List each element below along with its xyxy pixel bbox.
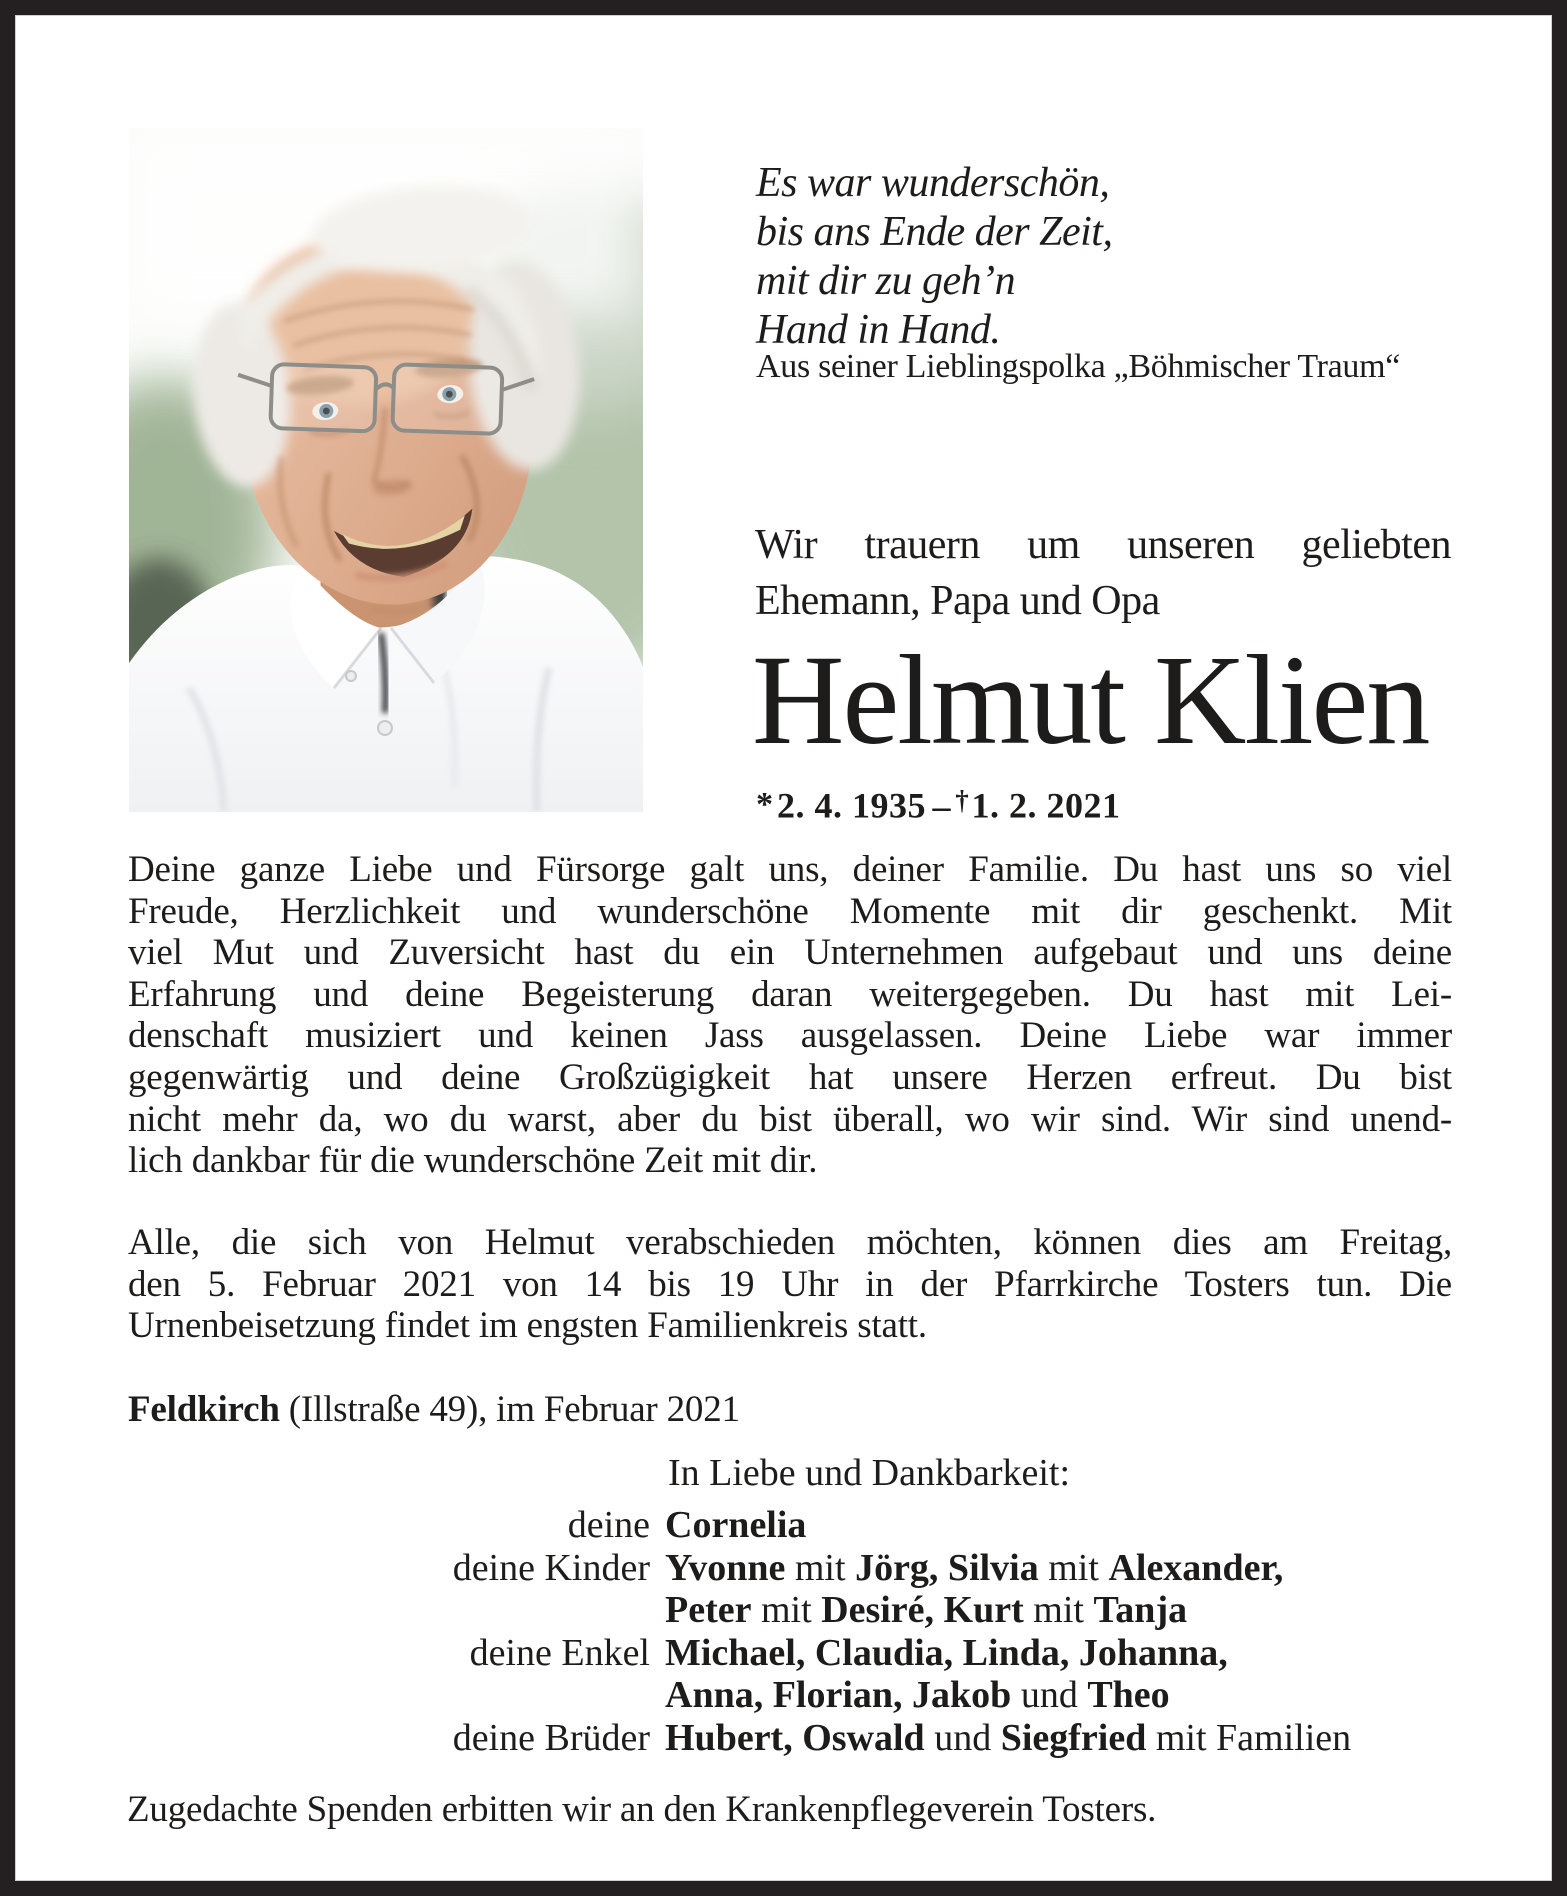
paragraph-line: nicht mehr da, wo du warst, aber du bist überall, wo wir sind. Wir sind unend- [128, 1098, 1452, 1140]
relation-names [665, 1632, 1452, 1675]
quote-line: Es war wunderschön, [756, 160, 1110, 206]
relation-label: deine Brüder [452, 1716, 650, 1759]
connector: und [1011, 1674, 1088, 1716]
connector: mit [1023, 1589, 1094, 1631]
donation-note: Zugedachte Spenden erbitten wir an den Krankenpflegeverein Tosters. [127, 1789, 1157, 1830]
signature-row [128, 1504, 1452, 1547]
family-name: Jörg, Silvia [855, 1546, 1039, 1589]
family-name: Theo [1087, 1674, 1170, 1716]
family-name: Alexander, [1108, 1546, 1284, 1589]
connector: mit [751, 1589, 822, 1631]
birth-date: 2. 4. 1935 [777, 785, 926, 826]
signature-row [128, 1589, 1452, 1632]
location-date-line [128, 1389, 740, 1431]
paragraph-line: lich dankbar für die wunderschöne Zeit mit dir. [128, 1140, 818, 1182]
memorial-quote [756, 159, 1456, 355]
relation-label: deine Enkel [469, 1631, 650, 1674]
signature-row [128, 1674, 1452, 1717]
signature-row [128, 1632, 1452, 1675]
quote-line: mit dir zu geh’n [756, 258, 1016, 304]
intro-line: Wir trauern um unseren geliebten [755, 522, 1451, 568]
relation-names [665, 1674, 1452, 1717]
family-name: Yvonne [665, 1546, 786, 1589]
family-name: Cornelia [665, 1504, 807, 1546]
paragraph-line: viel Mut und Zuversicht hast du ein Unternehmen aufgebaut und uns deine [128, 932, 1452, 974]
signature-row [128, 1547, 1452, 1590]
family-name: Desiré, Kurt [821, 1589, 1024, 1631]
connector: und [924, 1716, 1001, 1759]
family-name: Michael, Claudia, Linda, Johanna, [665, 1631, 1228, 1674]
family-name: Hubert, Oswald [665, 1716, 925, 1759]
relation-label [128, 1674, 650, 1717]
relation-label: deine [567, 1504, 650, 1546]
intro-line: Ehemann, Papa und Opa [755, 578, 1160, 624]
connector: mit Familien [1146, 1716, 1352, 1759]
life-dates [756, 776, 1120, 830]
relation-names [665, 1589, 1452, 1632]
relation-names [665, 1717, 1452, 1760]
paragraph-line: Freude, Herzlichkeit und wunderschöne Momente mit dir geschenkt. Mit [128, 890, 1452, 932]
paragraph-line: denschaft musiziert und keinen Jass ausgelassen. Deine Liebe war immer [128, 1015, 1452, 1057]
paragraph-line: Urnenbeisetzung findet im engsten Familienkreis statt. [128, 1305, 927, 1347]
portrait-illustration [129, 128, 643, 812]
connector: mit [785, 1546, 856, 1589]
dates-separator: – [932, 785, 951, 826]
place-name: Feldkirch [128, 1389, 280, 1430]
family-name: Anna, Florian, Jakob [665, 1674, 1012, 1716]
birth-symbol: * [756, 785, 774, 823]
death-symbol: † [955, 785, 970, 815]
family-signatures [128, 1504, 1452, 1759]
quote-line: Hand in Hand. [756, 307, 1001, 353]
relation-names [665, 1547, 1452, 1590]
death-date: 1. 2. 2021 [971, 785, 1121, 826]
closing-heading: In Liebe und Dankbarkeit: [668, 1452, 1071, 1494]
signature-row [128, 1717, 1452, 1760]
connector: mit [1038, 1546, 1109, 1589]
relation-label [128, 1589, 650, 1632]
relation-names [665, 1504, 1452, 1547]
farewell-paragraph [128, 1222, 1452, 1347]
family-name: Peter [665, 1589, 752, 1631]
quote-line: bis ans Ende der Zeit, [756, 209, 1113, 255]
quote-attribution: Aus seiner Lieblingspolka „Böhmischer Traum“ [756, 348, 1401, 385]
relation-label: deine Kinder [452, 1546, 650, 1589]
paragraph-line: Erfahrung und deine Begeisterung daran weitergegeben. Du hast mit Lei- [128, 973, 1452, 1015]
paragraph-line: Alle, die sich von Helmut verabschieden möchten, können dies am Freitag, [128, 1222, 1452, 1263]
paragraph-line: Deine ganze Liebe und Fürsorge galt uns, deiner Familie. Du hast uns so viel [128, 849, 1452, 890]
family-name: Tanja [1093, 1589, 1188, 1631]
family-name: Siegfried [1000, 1716, 1147, 1759]
place-rest: (Illstraße 49), im Februar 2021 [279, 1389, 740, 1430]
portrait-photo [129, 128, 643, 812]
mourning-intro [755, 517, 1451, 629]
tribute-paragraph [128, 849, 1452, 1182]
paragraph-line: den 5. Februar 2021 von 14 bis 19 Uhr in der Pfarrkirche Tosters tun. Die [128, 1263, 1452, 1305]
deceased-name: Helmut Klien [752, 629, 1429, 771]
paragraph-line: gegenwärtig und deine Großzügigkeit hat unsere Herzen erfreut. Du bist [128, 1056, 1452, 1098]
